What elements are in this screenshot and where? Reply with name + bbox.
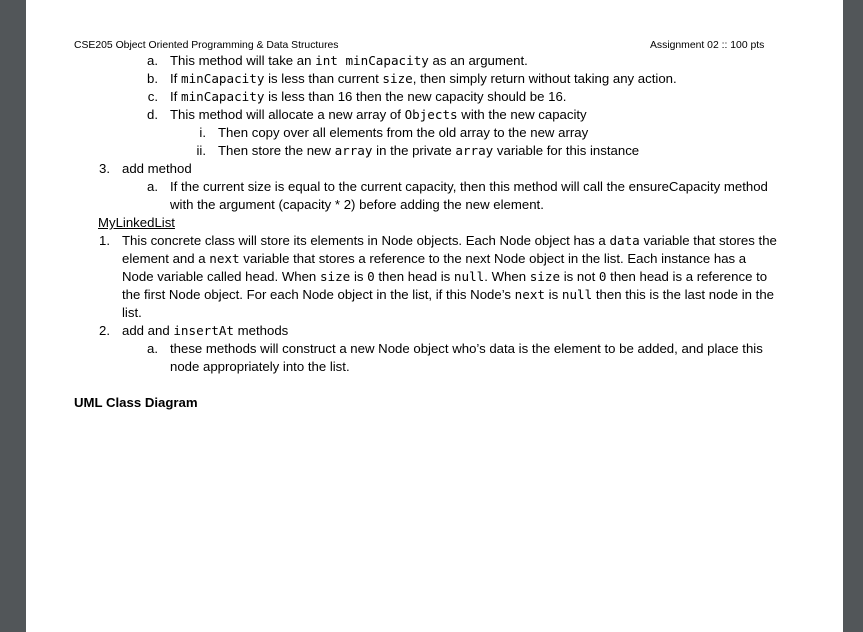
- paragraph-line: [122, 286, 774, 304]
- text: , then simply return without taking any action.: [412, 71, 677, 86]
- text: methods: [234, 323, 289, 338]
- text: is less than current: [264, 71, 383, 86]
- list-marker: b.: [147, 71, 158, 86]
- list-marker: c.: [147, 89, 158, 104]
- text: This method will allocate a new array of: [170, 107, 405, 122]
- section-item-title: [122, 322, 288, 340]
- list-marker: d.: [147, 107, 158, 122]
- code-text: array: [455, 143, 494, 158]
- text: Then store the new: [218, 143, 335, 158]
- text: If: [170, 89, 181, 104]
- list-item: these methods will construct a new Node object who’s data is the element to be added, and place this: [170, 341, 763, 356]
- code-text: 0: [367, 269, 375, 284]
- list-item: [170, 52, 528, 70]
- paragraph-line: list.: [122, 305, 142, 320]
- list-item: [170, 70, 677, 88]
- list-marker: a.: [147, 179, 158, 194]
- code-text: Objects: [404, 107, 458, 122]
- text: then head is a reference to: [606, 269, 768, 284]
- text: then this is the last node in the: [592, 287, 775, 302]
- code-text: size: [319, 269, 351, 284]
- header-course: CSE205 Object Oriented Programming & Data Structures: [74, 40, 339, 51]
- code-text: null: [453, 269, 485, 284]
- text: variable for this instance: [493, 143, 640, 158]
- text: . When: [484, 269, 530, 284]
- code-text: insertAt: [173, 323, 235, 338]
- list-marker: 2.: [99, 323, 110, 338]
- text: If: [170, 71, 181, 86]
- text: is less than 16 then the new capacity should be 16.: [264, 89, 567, 104]
- code-text: next: [209, 251, 240, 266]
- code-text: array: [334, 143, 373, 158]
- code-text: minCapacity: [181, 89, 265, 104]
- code-text: size: [382, 71, 413, 86]
- text: with the new capacity: [457, 107, 587, 122]
- text: add and: [122, 323, 174, 338]
- text: is: [545, 287, 562, 302]
- list-marker: ii.: [196, 143, 206, 158]
- text: This concrete class will store its elements in Node objects. Each Node object has a: [122, 233, 610, 248]
- text: Node variable called head. When: [122, 269, 320, 284]
- list-item: [170, 106, 587, 124]
- code-text: int minCapacity: [315, 53, 429, 68]
- text: element and a: [122, 251, 210, 266]
- text: as an argument.: [428, 53, 528, 68]
- text: variable that stores the: [639, 233, 777, 248]
- text: variable that stores a reference to the next Node object in the list. Each instance has a: [239, 251, 747, 266]
- section-item-title: add method: [122, 161, 192, 176]
- section-heading-mylinkedlist: MyLinkedList: [98, 215, 175, 230]
- list-item: [218, 142, 639, 160]
- list-marker: i.: [199, 125, 206, 140]
- list-item: [170, 88, 566, 106]
- list-item: Then copy over all elements from the old array to the new array: [218, 125, 589, 140]
- text: in the private: [372, 143, 456, 158]
- code-text: data: [609, 233, 640, 248]
- list-marker: a.: [147, 53, 158, 68]
- header-assignment: Assignment 02 :: 100 pts: [650, 40, 765, 51]
- code-text: minCapacity: [181, 71, 265, 86]
- paragraph-line: [122, 250, 746, 268]
- text: then head is: [374, 269, 454, 284]
- list-marker: a.: [147, 341, 158, 356]
- text: is not: [560, 269, 599, 284]
- list-item-continuation: node appropriately into the list.: [170, 359, 350, 374]
- code-text: size: [529, 269, 561, 284]
- paragraph-line: [122, 268, 767, 286]
- text: is: [350, 269, 368, 284]
- code-text: next: [514, 287, 545, 302]
- list-marker: 3.: [99, 161, 110, 176]
- code-text: 0: [598, 269, 607, 284]
- text: the first Node object. For each Node object in the list, if this Node’s: [122, 287, 515, 302]
- list-marker: 1.: [99, 233, 110, 248]
- code-text: null: [561, 287, 593, 302]
- list-item-continuation: with the argument (capacity * 2) before adding the new element.: [170, 197, 544, 212]
- text: This method will take an: [170, 53, 316, 68]
- list-item: If the current size is equal to the current capacity, then this method will call the ensureCapacity method: [170, 179, 768, 194]
- document-page: [26, 0, 843, 632]
- section-heading-uml: UML Class Diagram: [74, 395, 198, 410]
- paragraph-line: [122, 232, 777, 250]
